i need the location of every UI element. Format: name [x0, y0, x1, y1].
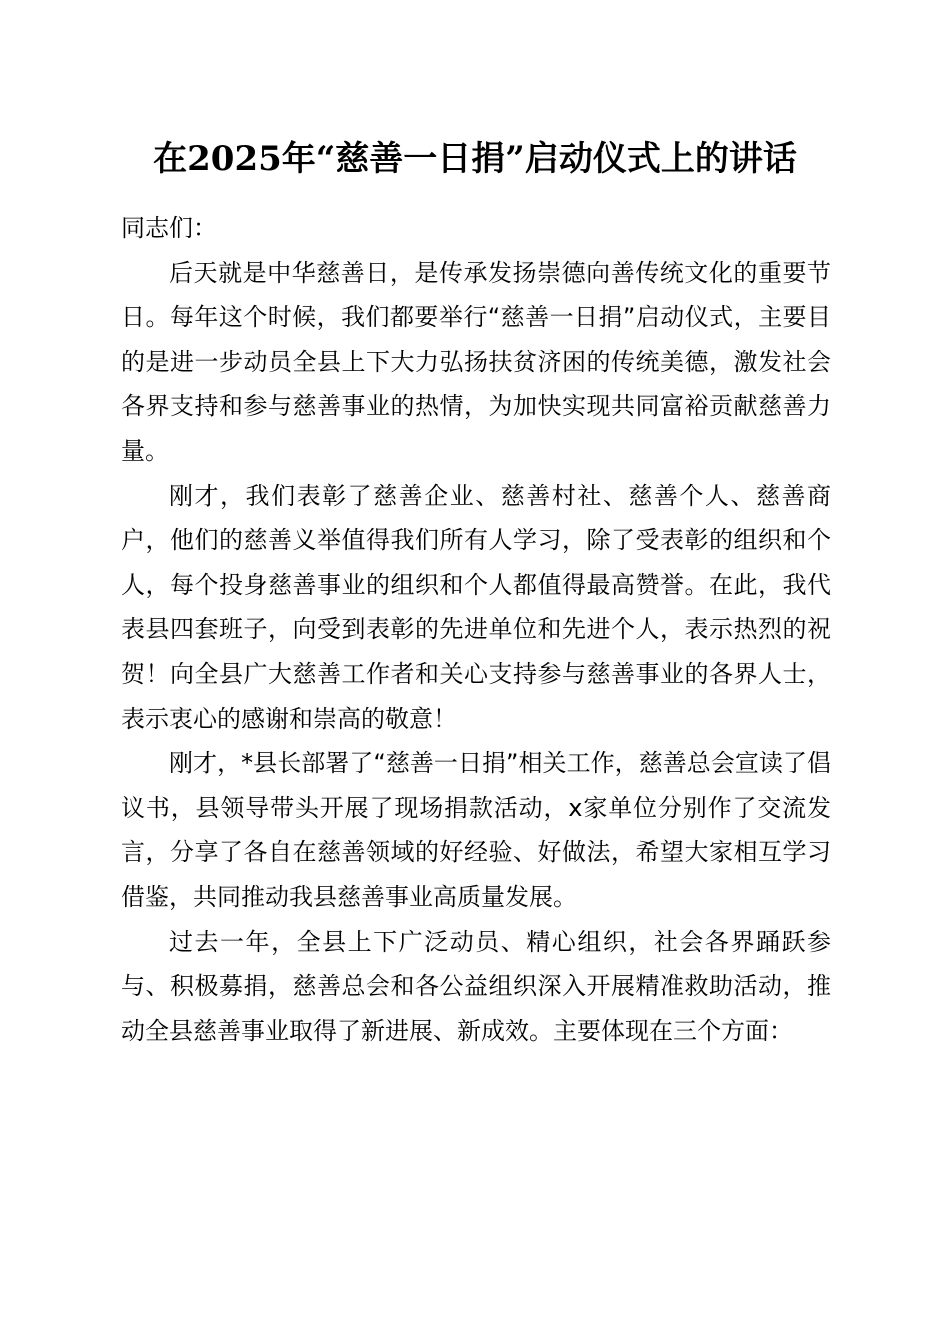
paragraph-1: 后天就是中华慈善日，是传承发扬崇德向善传统文化的重要节日。每年这个时候，我们都要举行“慈善一日捐”启动仪式，主要目的是进一步动员全县上下大力弘扬扶贫济困的传统美德，激发社会各界支持和参与慈善事业的热情，为加快实现共同富裕贡献慈善力量。	[121, 258, 831, 465]
document-body	[121, 206, 831, 1053]
document-title: 在2025年“慈善一日捐”启动仪式上的讲话	[153, 139, 797, 179]
salutation: 同志们：	[121, 214, 217, 242]
paragraph-3: 刚才，*县长部署了“慈善一日捐”相关工作，慈善总会宣读了倡议书，县领导带头开展了现场捐款活动，x家单位分别作了交流发言，分享了各自在慈善领域的好经验、好做法，希望大家相互学习借鉴，共同推动我县慈善事业高质量发展。	[121, 749, 831, 911]
paragraph-2: 刚才，我们表彰了慈善企业、慈善村社、慈善个人、慈善商户，他们的慈善义举值得我们所有人学习，除了受表彰的组织和个人，每个投身慈善事业的组织和个人都值得最高赞誉。在此，我代表县四套班子，向受到表彰的先进单位和先进个人，表示热烈的祝贺！向全县广大慈善工作者和关心支持参与慈善事业的各界人士，表示衷心的感谢和崇高的敬意！	[121, 481, 831, 733]
paragraph-4: 过去一年，全县上下广泛动员、精心组织，社会各界踊跃参与、积极募捐，慈善总会和各公益组织深入开展精准救助活动，推动全县慈善事业取得了新进展、新成效。主要体现在三个方面：	[121, 927, 831, 1045]
